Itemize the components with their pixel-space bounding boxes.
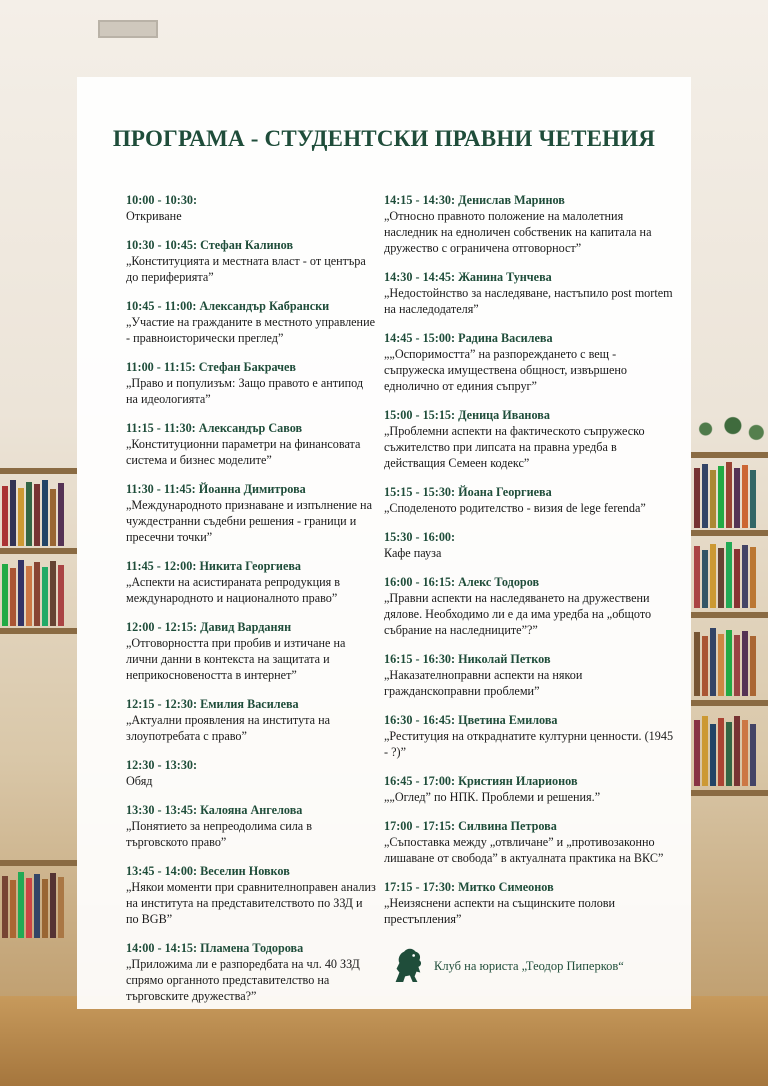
entry-topic: „Актуални проявления на института на злоупотребата с право” [126, 713, 331, 743]
entry-speaker: Радина Василева [458, 331, 553, 345]
book-row [694, 626, 756, 696]
entry-speaker: Алекс Тодоров [458, 575, 540, 589]
entry-speaker: Емилия Василева [200, 697, 299, 711]
entry-speaker: Веселин Новков [200, 864, 290, 878]
entry-header [126, 237, 376, 253]
entry-topic: „Понятието за непреодолима сила в търговското право” [126, 819, 313, 849]
schedule-entry [126, 481, 376, 545]
entry-speaker: Митко Симеонов [458, 880, 554, 894]
entry-header [384, 773, 676, 789]
entry-header [126, 940, 376, 956]
entry-header [384, 651, 676, 667]
schedule-entry [384, 651, 676, 699]
entry-topic: „Приложима ли е разпоредбата на чл. 40 ЗЗД спрямо органното представителство на търговските дружества?” [126, 957, 360, 1003]
shelf [691, 790, 768, 796]
entry-header [126, 619, 376, 635]
entry-time: 14:45 - 15:00: [384, 331, 456, 345]
entry-topic: „Конституцията и местната власт - от центъра до периферията” [126, 254, 366, 284]
entry-header [384, 574, 676, 590]
entry-speaker: Никита Георгиева [199, 559, 302, 573]
entry-speaker: Пламена Тодорова [200, 941, 304, 955]
entry-speaker: Цветина Емилова [458, 713, 558, 727]
air-vent [98, 20, 158, 38]
entry-header [126, 192, 376, 208]
schedule-entry [126, 558, 376, 606]
schedule-entry [126, 802, 376, 850]
shelf [0, 468, 77, 474]
entry-topic: „Участие на гражданите в местното управление - правноисторически преглед” [126, 315, 376, 345]
entry-header [126, 863, 376, 879]
entry-time: 14:15 - 14:30: [384, 193, 456, 207]
schedule-entry [126, 192, 376, 224]
schedule-entry [126, 420, 376, 468]
book-row [694, 542, 756, 608]
schedule-entry [384, 407, 676, 471]
schedule-column-left [126, 192, 376, 1017]
entry-time: 13:30 - 13:45: [126, 803, 198, 817]
book-row [694, 462, 756, 528]
entry-topic: „Относно правното положение на малолетния наследник на едноличен собственик на капитала на дружество с ограничена отговорност” [384, 209, 652, 255]
entry-topic: „Реституция на откраднатите културни ценности. (1945 - ?)” [384, 729, 674, 759]
entry-topic: „Проблемни аспекти на фактическото съпружеско съжителство при липсата на правна уредба в действащия Семеен кодекс” [384, 424, 645, 470]
shelf [691, 452, 768, 458]
schedule-entry [384, 818, 676, 866]
book-row [2, 558, 64, 626]
entry-speaker: Денислав Маринов [458, 193, 565, 207]
entry-header [384, 712, 676, 728]
shelf [691, 700, 768, 706]
entry-time: 17:15 - 17:30: [384, 880, 456, 894]
schedule-entry [384, 330, 676, 394]
entry-header [126, 359, 376, 375]
entry-time: 12:00 - 12:15: [126, 620, 198, 634]
entry-header [126, 558, 376, 574]
entry-topic: „Международното признаване и изпълнение на чуждестранни съдебни решения - граници и пресечни точки” [126, 498, 372, 544]
entry-topic: Кафе пауза [384, 546, 442, 560]
entry-speaker: Стефан Калинов [200, 238, 294, 252]
entry-header [126, 757, 376, 773]
entry-topic: „„Оглед” по НПК. Проблеми и решения.” [384, 790, 601, 804]
schedule-entry [384, 484, 676, 516]
entry-time: 11:30 - 11:45: [126, 482, 196, 496]
entry-speaker: Калояна Ангелова [200, 803, 303, 817]
shelf [0, 548, 77, 554]
entry-speaker: Деница Иванова [458, 408, 550, 422]
entry-time: 17:00 - 17:15: [384, 819, 456, 833]
entry-topic: „Неизяснени аспекти на същинските полови престъпления” [384, 896, 616, 926]
schedule-entry [126, 237, 376, 285]
book-row [694, 712, 756, 786]
entry-time: 13:45 - 14:00: [126, 864, 198, 878]
entry-speaker: Жанина Тунчева [458, 270, 552, 284]
book-row [2, 870, 64, 938]
schedule-entry [384, 773, 676, 805]
garland-decoration [690, 412, 768, 446]
entry-header [384, 818, 676, 834]
entry-header [126, 481, 376, 497]
entry-header [384, 269, 676, 285]
entry-topic: Обяд [126, 774, 153, 788]
entry-time: 10:00 - 10:30: [126, 193, 198, 207]
club-name: Клуб на юриста „Теодор Пиперков“ [434, 958, 624, 973]
entry-speaker: Давид Варданян [200, 620, 292, 634]
entry-time: 15:00 - 15:15: [384, 408, 456, 422]
entry-header [384, 484, 676, 500]
entry-time: 16:00 - 16:15: [384, 575, 456, 589]
schedule-entry [126, 940, 376, 1004]
entry-speaker: Йоана Георгиева [458, 485, 552, 499]
schedule-entry [384, 879, 676, 927]
entry-header [126, 802, 376, 818]
entry-time: 16:45 - 17:00: [384, 774, 456, 788]
entry-time: 14:00 - 14:15: [126, 941, 198, 955]
entry-topic: „Недостойнство за наследяване, настъпило post mortem на наследодателя” [384, 286, 673, 316]
entry-time: 11:45 - 12:00: [126, 559, 197, 573]
footer [388, 944, 624, 988]
entry-topic: „Отговорността при пробив и изтичане на лични данни в контекста на защитата и неприкосновеността в интернет” [126, 636, 346, 682]
schedule-entry [126, 863, 376, 927]
schedule-entry [126, 619, 376, 683]
entry-header [384, 879, 676, 895]
entry-topic: „Право и популизъм: Защо правото е антипод на идеологията” [126, 376, 364, 406]
entry-speaker: Йоанна Димитрова [198, 482, 306, 496]
entry-time: 15:15 - 15:30: [384, 485, 456, 499]
entry-header [384, 529, 676, 545]
entry-topic: „Споделеното родителство - визия de lege ferenda” [384, 501, 646, 515]
shelf [691, 530, 768, 536]
entry-topic: „„Оспоримостта” на разпореждането с вещ - съпружеска имуществена общност, извършено еднолично от единия съпруг” [384, 347, 628, 393]
floor [0, 996, 768, 1086]
entry-time: 16:30 - 16:45: [384, 713, 456, 727]
entry-speaker: Николай Петков [458, 652, 551, 666]
entry-time: 15:30 - 16:00: [384, 530, 456, 544]
entry-speaker: Силвина Петрова [458, 819, 557, 833]
entry-time: 11:15 - 11:30: [126, 421, 196, 435]
entry-header [384, 330, 676, 346]
schedule-entry [126, 298, 376, 346]
entry-speaker: Стефан Бакрачев [198, 360, 296, 374]
entry-topic: „Конституционни параметри на финансовата система и бизнес моделите” [126, 437, 361, 467]
entry-time: 14:30 - 14:45: [384, 270, 456, 284]
entry-speaker: Александър Кабрански [199, 299, 330, 313]
entry-header [126, 420, 376, 436]
entry-topic: „Наказателноправни аспекти на някои гражданскоправни проблеми” [384, 668, 583, 698]
entry-time: 11:00 - 11:15: [126, 360, 196, 374]
entry-header [384, 192, 676, 208]
schedule-entry [126, 757, 376, 789]
page-title: ПРОГРАМА - СТУДЕНТСКИ ПРАВНИ ЧЕТЕНИЯ [112, 126, 656, 151]
entry-time: 12:30 - 13:30: [126, 758, 198, 772]
shelf [691, 612, 768, 618]
entry-time: 10:45 - 11:00: [126, 299, 197, 313]
entry-topic: „Правни аспекти на наследяването на дружествени дялове. Необходимо ли е да има уредба на „общото събрание на наследниците”?” [384, 591, 652, 637]
schedule-column-right [384, 192, 676, 940]
entry-topic: „Съпоставка между „отвличане” и „противозаконно лишаване от свобода” в актуалната практика на ВКС” [384, 835, 664, 865]
shelf [0, 860, 77, 866]
entry-topic: „Някои моменти при сравнителноправен анализ на института на представителството по ЗЗД и по BGB” [126, 880, 376, 926]
schedule-entry [384, 192, 676, 256]
entry-time: 12:15 - 12:30: [126, 697, 198, 711]
entry-time: 16:15 - 16:30: [384, 652, 456, 666]
entry-topic: Откриване [126, 209, 182, 223]
lion-icon [388, 944, 426, 988]
entry-speaker: Кристиян Иларионов [458, 774, 578, 788]
entry-header [126, 696, 376, 712]
schedule-entry [384, 529, 676, 561]
entry-header [126, 298, 376, 314]
entry-speaker: Александър Савов [198, 421, 303, 435]
schedule-entry [126, 696, 376, 744]
entry-topic: „Аспекти на асистираната репродукция в международното и националното право” [126, 575, 341, 605]
schedule-entry [384, 574, 676, 638]
schedule-entry [384, 269, 676, 317]
book-row [2, 478, 64, 546]
shelf [0, 628, 77, 634]
entry-header [384, 407, 676, 423]
schedule-entry [384, 712, 676, 760]
entry-time: 10:30 - 10:45: [126, 238, 198, 252]
schedule-entry [126, 359, 376, 407]
